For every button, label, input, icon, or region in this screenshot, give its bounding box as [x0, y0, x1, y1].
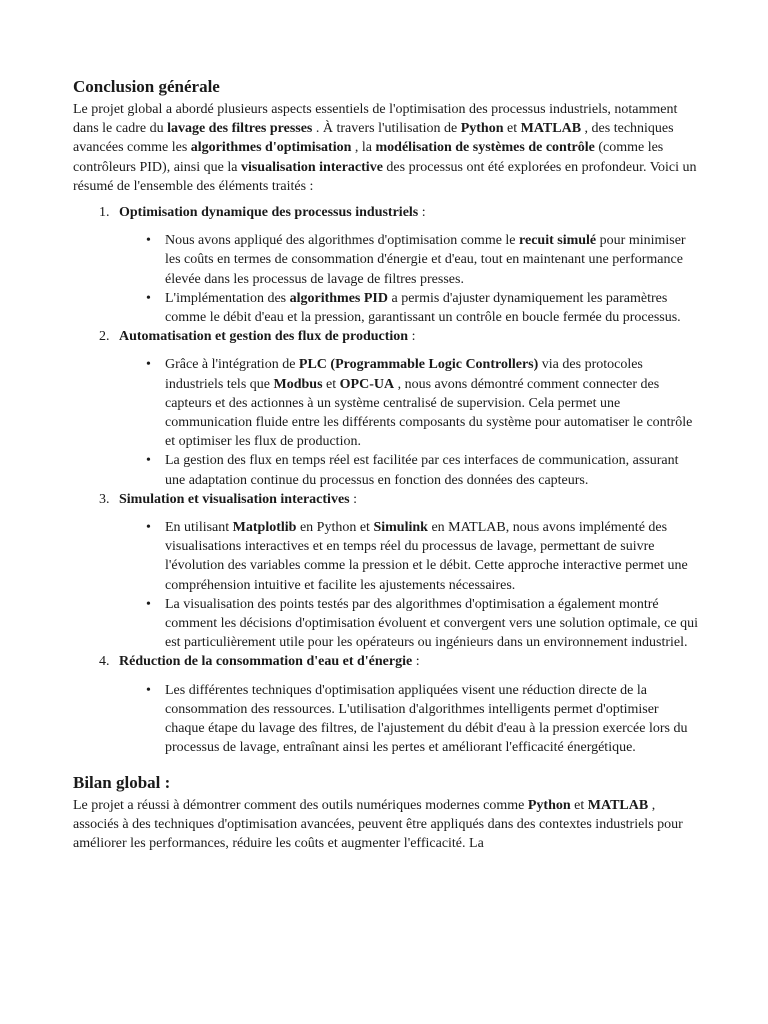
section-item: [73, 203, 698, 327]
bullet-item: • Grâce à l'intégration de PLC (Programmable Logic Controllers) via des protocoles industriels tels que Modbus et OPC-UA , nous avons démontré comment connecter des capteurs et des actionnes à un système centralisé de supervision. Cela permet une communication fluide entre les différents composants du système pour automatiser le contrôle et optimiser les flux de production.: [146, 357, 693, 450]
section-title: Simulation et visualisation interactives: [119, 491, 350, 507]
bullet-item: • Nous avons appliqué des algorithmes d'optimisation comme le recuit simulé pour minimiser les coûts en termes de consommation d'énergie et d'eau, tout en maintenant une performance élevée dans les processus de lavage de filtres presses.: [146, 233, 686, 287]
section-title: Réduction de la consommation d'eau et d'énergie: [119, 654, 413, 670]
section-title-line: Simulation et visualisation interactives :: [119, 491, 358, 507]
section-item: [73, 490, 698, 653]
bullet-item: • La gestion des flux en temps réel est facilitée par ces interfaces de communication, assurant une adaptation continue du processus en fonction des données des capteurs.: [146, 453, 679, 488]
bullet-list: [119, 518, 698, 652]
section-number: 1.: [99, 205, 110, 221]
bullet-item: • La visualisation des points testés par des algorithmes d'optimisation a également montré comment les décisions d'optimisation évoluent et convergent vers une solution optimale, ce qui est particulièrement utile pour les opérateurs ou ingénieurs dans un environnement industriel.: [146, 596, 698, 651]
bullet-list: [119, 355, 698, 489]
section-item: [73, 652, 698, 757]
bullet-list: [119, 231, 698, 327]
section-title: Optimisation dynamique des processus industriels: [119, 205, 419, 221]
section-number: 3.: [99, 491, 110, 507]
section-number: 2.: [99, 329, 110, 345]
bullet-item: • L'implémentation des algorithmes PID a permis d'ajuster dynamiquement les paramètres comme le débit d'eau et la pression, garantissant un contrôle en boucle fermée du processus.: [146, 290, 681, 326]
conclusion-heading: Conclusion générale: [73, 77, 220, 96]
bilan-body: Le projet a réussi à démontrer comment des outils numériques modernes comme Python et MATLAB , associés à des techniques d'optimisation avancées, peuvent être appliqués dans des contextes industriels pour améliorer les performances, réduire les coûts et augmenter l'efficacité. La: [73, 797, 683, 851]
section-title-line: Optimisation dynamique des processus industriels :: [119, 205, 426, 221]
bullet-item: • Les différentes techniques d'optimisation appliquées visent une réduction directe de la consommation des ressources. L'utilisation d'algorithmes intelligents permet d'optimiser chaque étape du lavage des filtres, de l'ajustement du débit d'eau à la pression exercée lors du processus de lavage, entraînant ainsi les pertes et améliorant l'efficacité énergétique.: [146, 682, 688, 756]
document-page: [73, 76, 698, 853]
section-title-line: Réduction de la consommation d'eau et d'énergie :: [119, 654, 420, 670]
conclusion-intro: Le projet global a abordé plusieurs aspects essentiels de l'optimisation des processus industriels, notamment dans le cadre du lavage des filtres presses . À travers l'utilisation de Python et MATLAB , des techniques avancées comme les algorithmes d'optimisation , la modélisation de systèmes de contrôle (comme les contrôleurs PID), ainsi que la visualisation interactive des processus ont été explorées en profondeur. Voici un résumé de l'ensemble des éléments traités :: [73, 102, 697, 194]
section-title-line: Automatisation et gestion des flux de production :: [119, 329, 416, 345]
bullet-list: [119, 681, 698, 758]
bullet-item: • En utilisant Matplotlib en Python et Simulink en MATLAB, nous avons implémenté des visualisations interactives et en temps réel du processus de lavage, permettant de suivre l'évolution des variables comme la pression et le débit. Cette approche interactive permet une compréhension intuitive et facilite les ajustements nécessaires.: [146, 520, 688, 593]
section-title: Automatisation et gestion des flux de production: [119, 329, 409, 345]
section-number: 4.: [99, 654, 110, 670]
sections-list: [73, 203, 698, 757]
bilan-heading: Bilan global :: [73, 772, 171, 792]
section-item: [73, 327, 698, 490]
